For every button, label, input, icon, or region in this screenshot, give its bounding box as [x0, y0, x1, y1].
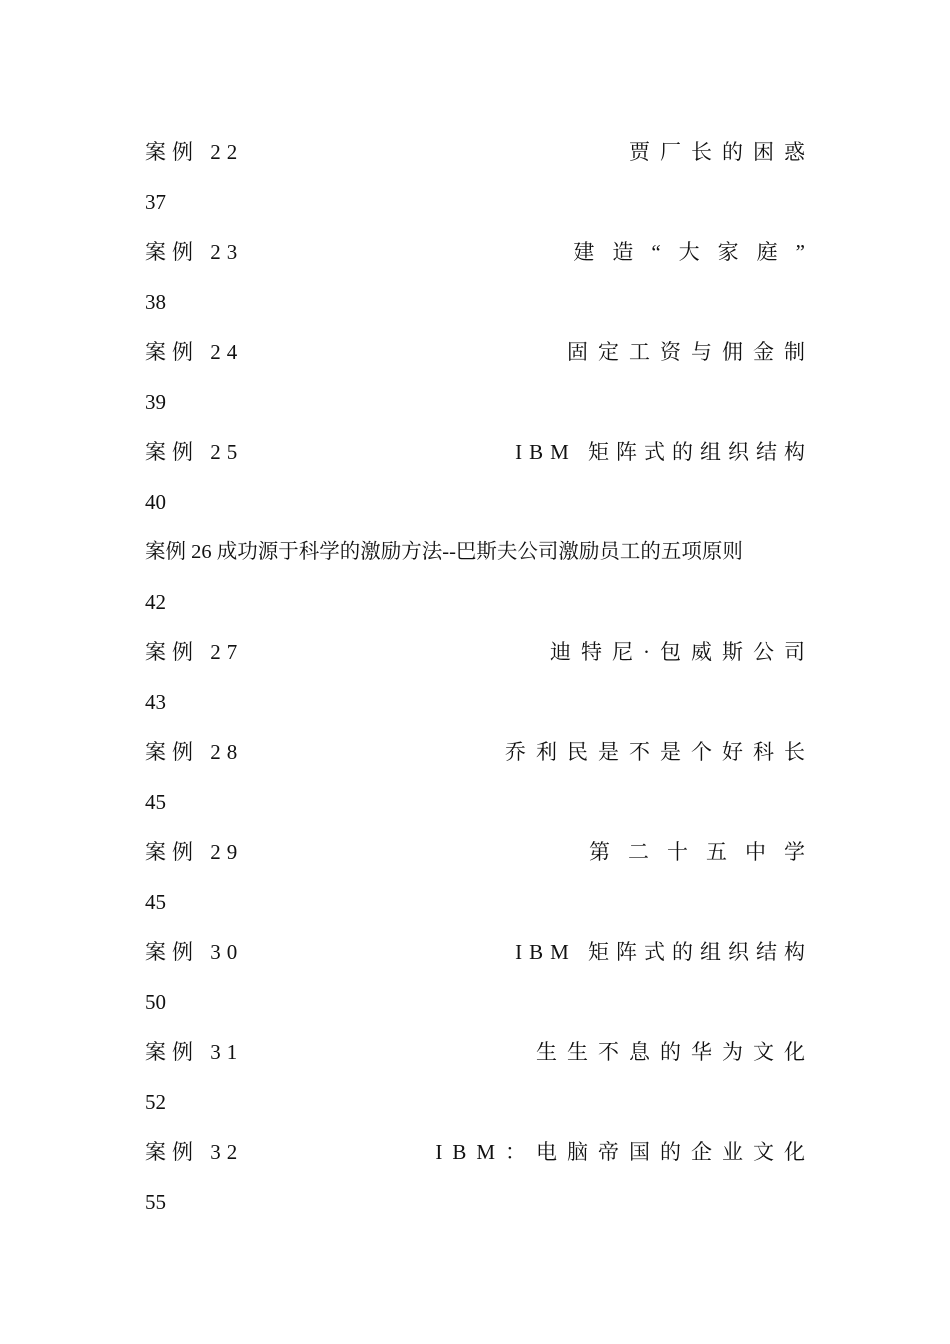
page-number: 42 — [145, 590, 166, 614]
toc-entry-row — [145, 527, 805, 577]
case-label: 案例 23 — [145, 240, 244, 264]
toc-entry-row — [145, 127, 815, 177]
case-label: 案例 30 — [145, 940, 244, 964]
table-of-contents — [145, 127, 823, 1227]
toc-entry-row — [145, 927, 812, 977]
toc-entry-27 — [145, 627, 815, 727]
page-number: 43 — [145, 690, 166, 714]
case-title: IBM 矩阵式的组织结构 — [515, 440, 812, 464]
case-title: IBM：电脑帝国的企业文化 — [435, 1140, 815, 1164]
page-number: 55 — [145, 1190, 166, 1214]
case-label: 案例 24 — [145, 340, 244, 364]
page-number: 50 — [145, 990, 166, 1014]
toc-entry-24 — [145, 327, 815, 427]
toc-entry-29 — [145, 827, 823, 927]
case-label: 案例 25 — [145, 440, 244, 464]
toc-entry-31 — [145, 1027, 815, 1127]
page-number: 40 — [145, 490, 166, 514]
case-label: 案例 22 — [145, 140, 244, 164]
case-title: 迪特尼·包威斯公司 — [550, 640, 815, 664]
toc-entry-28 — [145, 727, 815, 827]
page-number: 45 — [145, 890, 166, 914]
toc-entry-row — [145, 827, 823, 877]
case-title: 第二十五中学 — [589, 840, 823, 864]
case-label: 案例 31 — [145, 1040, 244, 1064]
case-label: 案例 27 — [145, 640, 244, 664]
toc-entry-32 — [145, 1127, 815, 1227]
case-title: 贾厂长的困惑 — [629, 140, 815, 164]
toc-entry-row — [145, 427, 812, 477]
case-title: 固定工资与佣金制 — [567, 340, 815, 364]
case-title: 乔利民是不是个好科长 — [505, 740, 815, 764]
case-label: 案例 28 — [145, 740, 244, 764]
toc-entry-23 — [145, 227, 823, 327]
toc-entry-row — [145, 727, 815, 777]
toc-entry-row — [145, 1027, 815, 1077]
case-full-title: 案例 26 成功源于科学的激励方法--巴斯夫公司激励员工的五项原则 — [145, 541, 743, 563]
toc-entry-30 — [145, 927, 812, 1027]
page-number: 38 — [145, 290, 166, 314]
page-number: 37 — [145, 190, 166, 214]
toc-entry-25 — [145, 427, 812, 527]
toc-entry-26 — [145, 527, 805, 627]
toc-entry-row — [145, 1127, 815, 1177]
case-title: 建造“大家庭” — [573, 240, 823, 264]
page-number: 39 — [145, 390, 166, 414]
page-number: 45 — [145, 790, 166, 814]
toc-entry-row — [145, 227, 823, 277]
case-label: 案例 32 — [145, 1140, 244, 1164]
case-title: IBM 矩阵式的组织结构 — [515, 940, 812, 964]
case-label: 案例 29 — [145, 840, 244, 864]
toc-entry-22 — [145, 127, 815, 227]
page-number: 52 — [145, 1090, 166, 1114]
toc-entry-row — [145, 327, 815, 377]
case-title: 生生不息的华为文化 — [536, 1040, 815, 1064]
toc-entry-row — [145, 627, 815, 677]
